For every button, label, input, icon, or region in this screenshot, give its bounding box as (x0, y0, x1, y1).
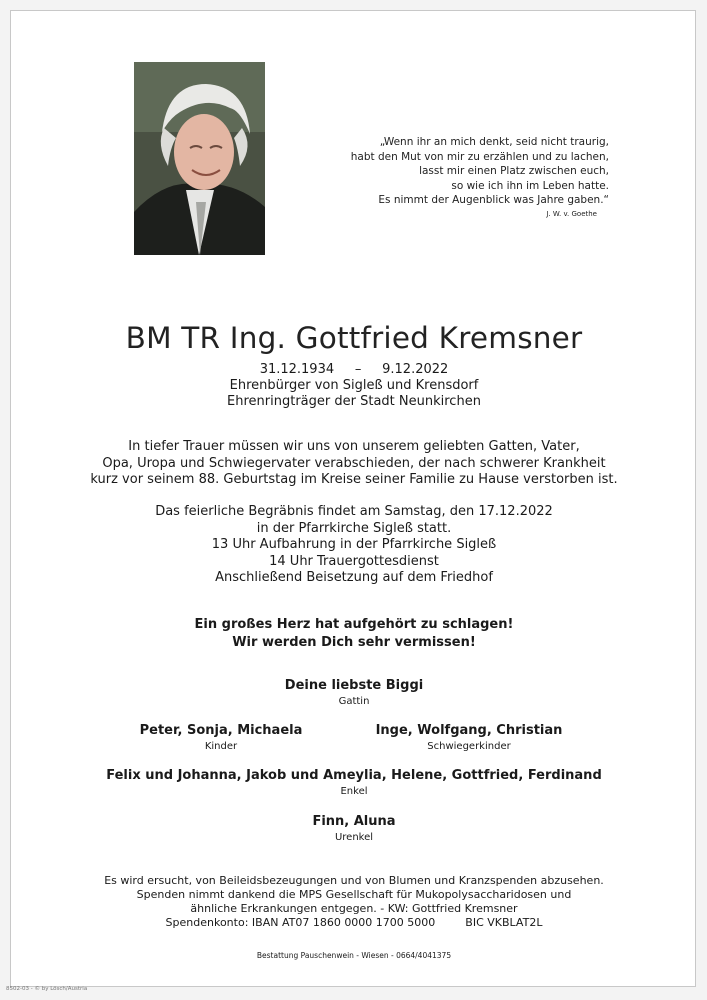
mourner-names: Finn, Aluna (312, 814, 396, 829)
mourner-grandchildren (11, 768, 697, 799)
mourner-in-laws (349, 723, 589, 754)
mourner-great-grandchildren (11, 814, 697, 845)
mourner-role: Urenkel (334, 832, 374, 843)
quote-author: J. W. v. Goethe (546, 209, 597, 218)
bic: BIC VKBLAT2L (465, 916, 543, 929)
announcement-line: In tiefer Trauer müssen wir uns von unserem geliebten Gatten, Vater, (128, 439, 580, 454)
closing-line: Ein großes Herz hat aufgehört zu schlagen! (194, 617, 514, 632)
announcement-line: Opa, Uropa und Schwiegervater verabschieden, der nach schwerer Krankheit (102, 455, 606, 471)
funeral-line: 14 Uhr Trauergottesdienst (269, 553, 439, 569)
announcement-text (11, 439, 697, 489)
quote-line: habt den Mut von mir zu erzählen und zu lachen, (350, 150, 609, 163)
funeral-details (11, 504, 697, 587)
closing-words (11, 616, 697, 651)
obituary-page (10, 10, 696, 987)
mourner-role: Schwiegerkinder (427, 741, 511, 752)
quote-line: „Wenn ihr an mich denkt, seid nicht traurig, (379, 136, 609, 148)
print-code: 8502-03 - © by Lösch/Austria (6, 986, 88, 992)
death-date: 9.12.2022 (382, 362, 449, 377)
donation-line: ähnliche Erkrankungen entgegen. - KW: Gottfried Kremsner (190, 902, 518, 915)
birth-date: 31.12.1934 (259, 362, 335, 377)
mourner-names: Felix und Johanna, Jakob und Ameylia, Helene, Gottfried, Ferdinand (106, 768, 602, 783)
mourner-role: Enkel (340, 786, 368, 797)
undertaker-info: Bestattung Pauschenwein - Wiesen - 0664/4041375 (256, 951, 452, 960)
date-separator: – (354, 362, 362, 377)
donation-line: Es wird ersucht, von Beileidsbezeugungen und von Blumen und Kranzspenden abzusehen. (104, 874, 604, 887)
mourner-spouse (11, 678, 697, 709)
mourner-role: Gattin (338, 696, 370, 707)
donation-account (11, 916, 697, 930)
quote-line: Es nimmt der Augenblick was Jahre gaben.“ (378, 194, 609, 206)
announcement-line: kurz vor seinem 88. Geburtstag im Kreise seiner Familie zu Hause verstorben ist. (90, 472, 618, 487)
funeral-line: Das feierliche Begräbnis findet am Samstag, den 17.12.2022 (155, 504, 553, 519)
donation-note (11, 874, 697, 930)
quote-line: lasst mir einen Platz zwischen euch, (419, 165, 609, 177)
portrait-illustration (134, 62, 265, 255)
goethe-quote (309, 135, 609, 220)
quote-line: so wie ich ihn im Leben hatte. (451, 179, 609, 192)
iban: Spendenkonto: IBAN AT07 1860 0000 1700 5000 (165, 916, 436, 929)
honor-line: Ehrenbürger von Sigleß und Krensdorf (229, 378, 479, 393)
honor-line: Ehrenringträger der Stadt Neunkirchen (227, 394, 481, 409)
funeral-line: 13 Uhr Aufbahrung in der Pfarrkirche Sigleß (211, 537, 497, 552)
funeral-line: Anschließend Beisetzung auf dem Friedhof (215, 570, 493, 585)
funeral-line: in der Pfarrkirche Sigleß statt. (256, 520, 452, 536)
mourner-children (111, 723, 331, 754)
deceased-name: BM TR Ing. Gottfried Kremsner (125, 321, 583, 355)
mourner-names: Inge, Wolfgang, Christian (375, 723, 563, 738)
donation-line: Spenden nimmt dankend die MPS Gesellschaft für Mukopolysaccharidosen und (136, 888, 572, 901)
mourner-names: Peter, Sonja, Michaela (139, 723, 303, 738)
portrait-photo (134, 62, 265, 255)
mourner-names: Deine liebste Biggi (284, 678, 424, 693)
life-dates (11, 362, 697, 377)
closing-line: Wir werden Dich sehr vermissen! (232, 634, 476, 650)
mourner-role: Kinder (204, 741, 238, 752)
